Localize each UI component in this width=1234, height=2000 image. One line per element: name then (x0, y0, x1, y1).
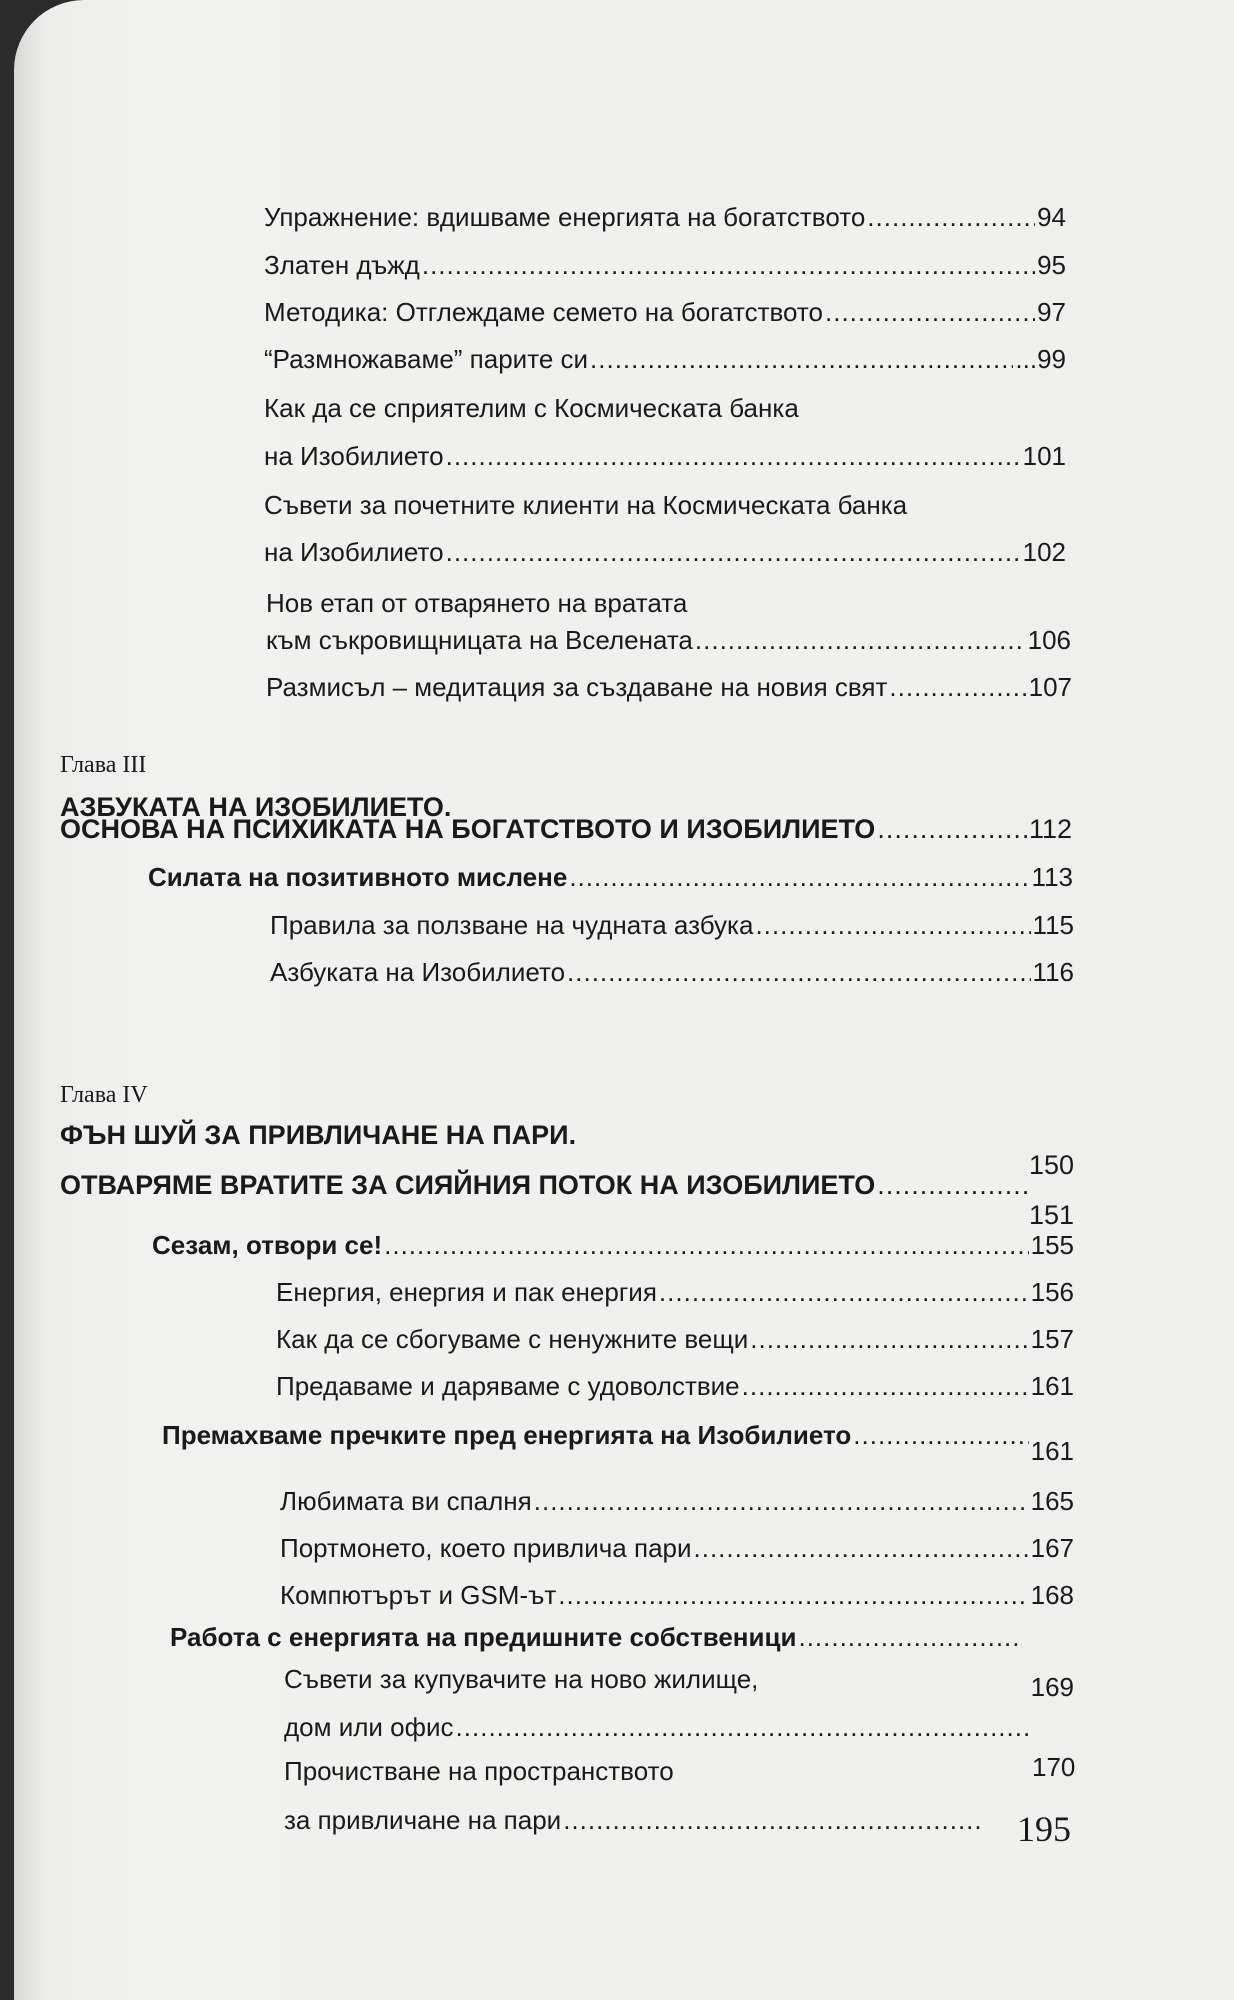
toc-section (148, 862, 1073, 893)
toc-leader-dots (446, 537, 1021, 568)
book-page (14, 0, 1234, 2000)
toc-entry-title: Размисъл – медитация за създаване на новия свят (266, 672, 888, 702)
toc-entry-title: Правила за ползване на чудната азбука (270, 910, 754, 940)
page-number: 195 (1017, 1809, 1071, 1849)
toc-entry-page: 168 (1030, 1580, 1074, 1610)
toc-leader-dots (798, 1622, 1022, 1653)
toc-entry-title: Методика: Отглеждаме семето на богатството (264, 297, 823, 327)
toc-entry-page: 170 (1032, 1752, 1076, 1782)
toc-entry-page: 155 (1030, 1230, 1074, 1260)
chapter-title: ОТВАРЯМЕ ВРАТИТЕ ЗА СИЯЙНИЯ ПОТОК НА ИЗОБИЛИЕТО (60, 1170, 876, 1200)
toc-entry-page: 97 (1037, 297, 1066, 327)
toc-entry (264, 441, 1066, 472)
toc-entry-page: 95 (1037, 250, 1066, 280)
toc-entry (264, 537, 1066, 568)
toc-entry-page: 157 (1030, 1324, 1074, 1354)
chapter-title-entry (60, 1120, 1074, 1180)
toc-entry-page: 169 (1030, 1672, 1074, 1702)
toc-entry (266, 625, 1071, 656)
toc-entry-title: на Изобилието (264, 441, 444, 471)
toc-entry (264, 250, 1066, 281)
chapter-title: ФЪН ШУЙ ЗА ПРИВЛИЧАНЕ НА ПАРИ. (60, 1120, 577, 1150)
toc-section (162, 1420, 1074, 1466)
toc-entry-line: Нов етап от отварянето на вратата (266, 588, 688, 618)
toc-leader-dots (659, 1277, 1029, 1308)
toc-entry-title: Портмонето, което привлича пари (280, 1533, 692, 1563)
toc-entry-title: Любимата ви спалня (280, 1486, 532, 1516)
toc-entry-page: 165 (1030, 1486, 1074, 1516)
toc-section-title: Работа с енергията на предишните собственици (170, 1622, 797, 1652)
toc-entry-title: за привличане на пари (284, 1805, 562, 1835)
toc-section (170, 1622, 1024, 1653)
toc-leader-dots (825, 297, 1035, 328)
toc-entry (270, 910, 1074, 941)
toc-leader-dots (867, 202, 1035, 233)
toc-leader-dots (877, 1170, 1027, 1201)
toc-section-title: Силата на позитивното мислене (148, 862, 568, 892)
chapter-label: Глава III (60, 752, 147, 778)
chapter-title-entry (60, 1170, 1074, 1230)
toc-entry-page: 161 (1030, 1436, 1074, 1466)
toc-entry (264, 202, 1066, 233)
toc-entry-page: 112 (1028, 814, 1072, 844)
toc-leader-dots (695, 625, 1026, 656)
toc-entry (264, 297, 1066, 328)
toc-entry-page: 101 (1022, 441, 1066, 471)
toc-entry-page: 106 (1027, 625, 1071, 655)
toc-leader-dots (446, 441, 1021, 472)
toc-entry-page: 107 (1028, 672, 1072, 702)
toc-entry (270, 957, 1074, 988)
toc-section (152, 1230, 1074, 1261)
toc-entry-page: 113 (1031, 862, 1073, 892)
toc-leader-dots (534, 1486, 1029, 1517)
toc-section-title: Сезам, отвори се! (152, 1230, 383, 1260)
toc-entry-page: 161 (1030, 1371, 1074, 1401)
toc-leader-dots (422, 250, 1035, 281)
toc-leader-dots (853, 1420, 1028, 1451)
toc-entry (280, 1533, 1074, 1564)
toc-entry-page: 116 (1032, 957, 1074, 987)
toc-entry-page: ...99 (1015, 344, 1066, 374)
toc-entry-page: 102 (1022, 537, 1066, 567)
toc-leader-dots (567, 957, 1031, 988)
toc-entry (276, 1324, 1074, 1355)
toc-entry-page: 150 (1028, 1150, 1074, 1180)
toc-section-title: Премахваме пречките пред енергията на Изобилието (162, 1420, 852, 1450)
toc-entry-page: 115 (1032, 910, 1074, 940)
toc-entry-title: Предаваме и даряваме с удоволствие (276, 1371, 740, 1401)
toc-entry (264, 344, 1066, 375)
toc-entry (280, 1580, 1074, 1611)
chapter-title: ОСНОВА НА ПСИХИКАТА НА БОГАТСТВОТО И ИЗОБИЛИЕТО (60, 814, 876, 844)
toc-leader-dots (694, 1533, 1029, 1564)
toc-entry-title: Компютърът и GSM-ът (280, 1580, 557, 1610)
chapter-title: АЗБУКАТА НА ИЗОБИЛИЕТО. (60, 792, 452, 822)
toc-leader-dots (558, 1580, 1028, 1611)
toc-entry-line: Прочистване на пространството (284, 1756, 674, 1786)
toc-entry (280, 1486, 1074, 1517)
toc-entry-title: “Размножаваме” парите си (264, 344, 589, 374)
toc-entry (284, 1805, 984, 1836)
toc-leader-dots (889, 672, 1026, 703)
toc-entry-title: на Изобилието (264, 537, 444, 567)
chapter-title-entry (60, 814, 1072, 845)
toc-entry-line: Как да се сприятелим с Космическата банка (264, 393, 799, 423)
toc-entry-title: Енергия, енергия и пак енергия (276, 1277, 657, 1307)
toc-entry-line: Съвети за купувачите на ново жилище, (284, 1664, 759, 1694)
toc-leader-dots (755, 910, 1030, 941)
toc-entry-page: 94 (1037, 202, 1066, 232)
toc-entry-title: Упражнение: вдишваме енергията на богатството (264, 202, 866, 232)
toc-entry (266, 672, 1072, 703)
toc-entry (276, 1371, 1074, 1402)
toc-entry-title: дом или офис (284, 1712, 454, 1742)
toc-entry-title: Златен дъжд (264, 250, 420, 280)
toc-leader-dots (877, 814, 1027, 845)
toc-entry (276, 1277, 1074, 1308)
toc-entry-title: Как да се сбогуваме с ненужните вещи (276, 1324, 749, 1354)
chapter-label: Глава IV (60, 1082, 148, 1108)
toc-entry-page: 156 (1030, 1277, 1074, 1307)
toc-entry-title: Азбуката на Изобилието (270, 957, 566, 987)
toc-leader-dots (750, 1324, 1028, 1355)
toc-leader-dots (569, 862, 1029, 893)
toc-leader-dots (590, 344, 1013, 375)
toc-entry-line: Съвети за почетните клиенти на Космическата банка (264, 490, 908, 520)
toc-leader-dots (742, 1371, 1029, 1402)
toc-entry-page: 167 (1030, 1533, 1074, 1563)
toc-leader-dots (384, 1230, 1028, 1261)
toc-leader-dots (563, 1805, 982, 1836)
toc-entry-title: към съкровищницата на Вселената (266, 625, 693, 655)
toc-leader-dots (456, 1712, 1029, 1743)
toc-entry-page: 151 (1028, 1200, 1074, 1230)
